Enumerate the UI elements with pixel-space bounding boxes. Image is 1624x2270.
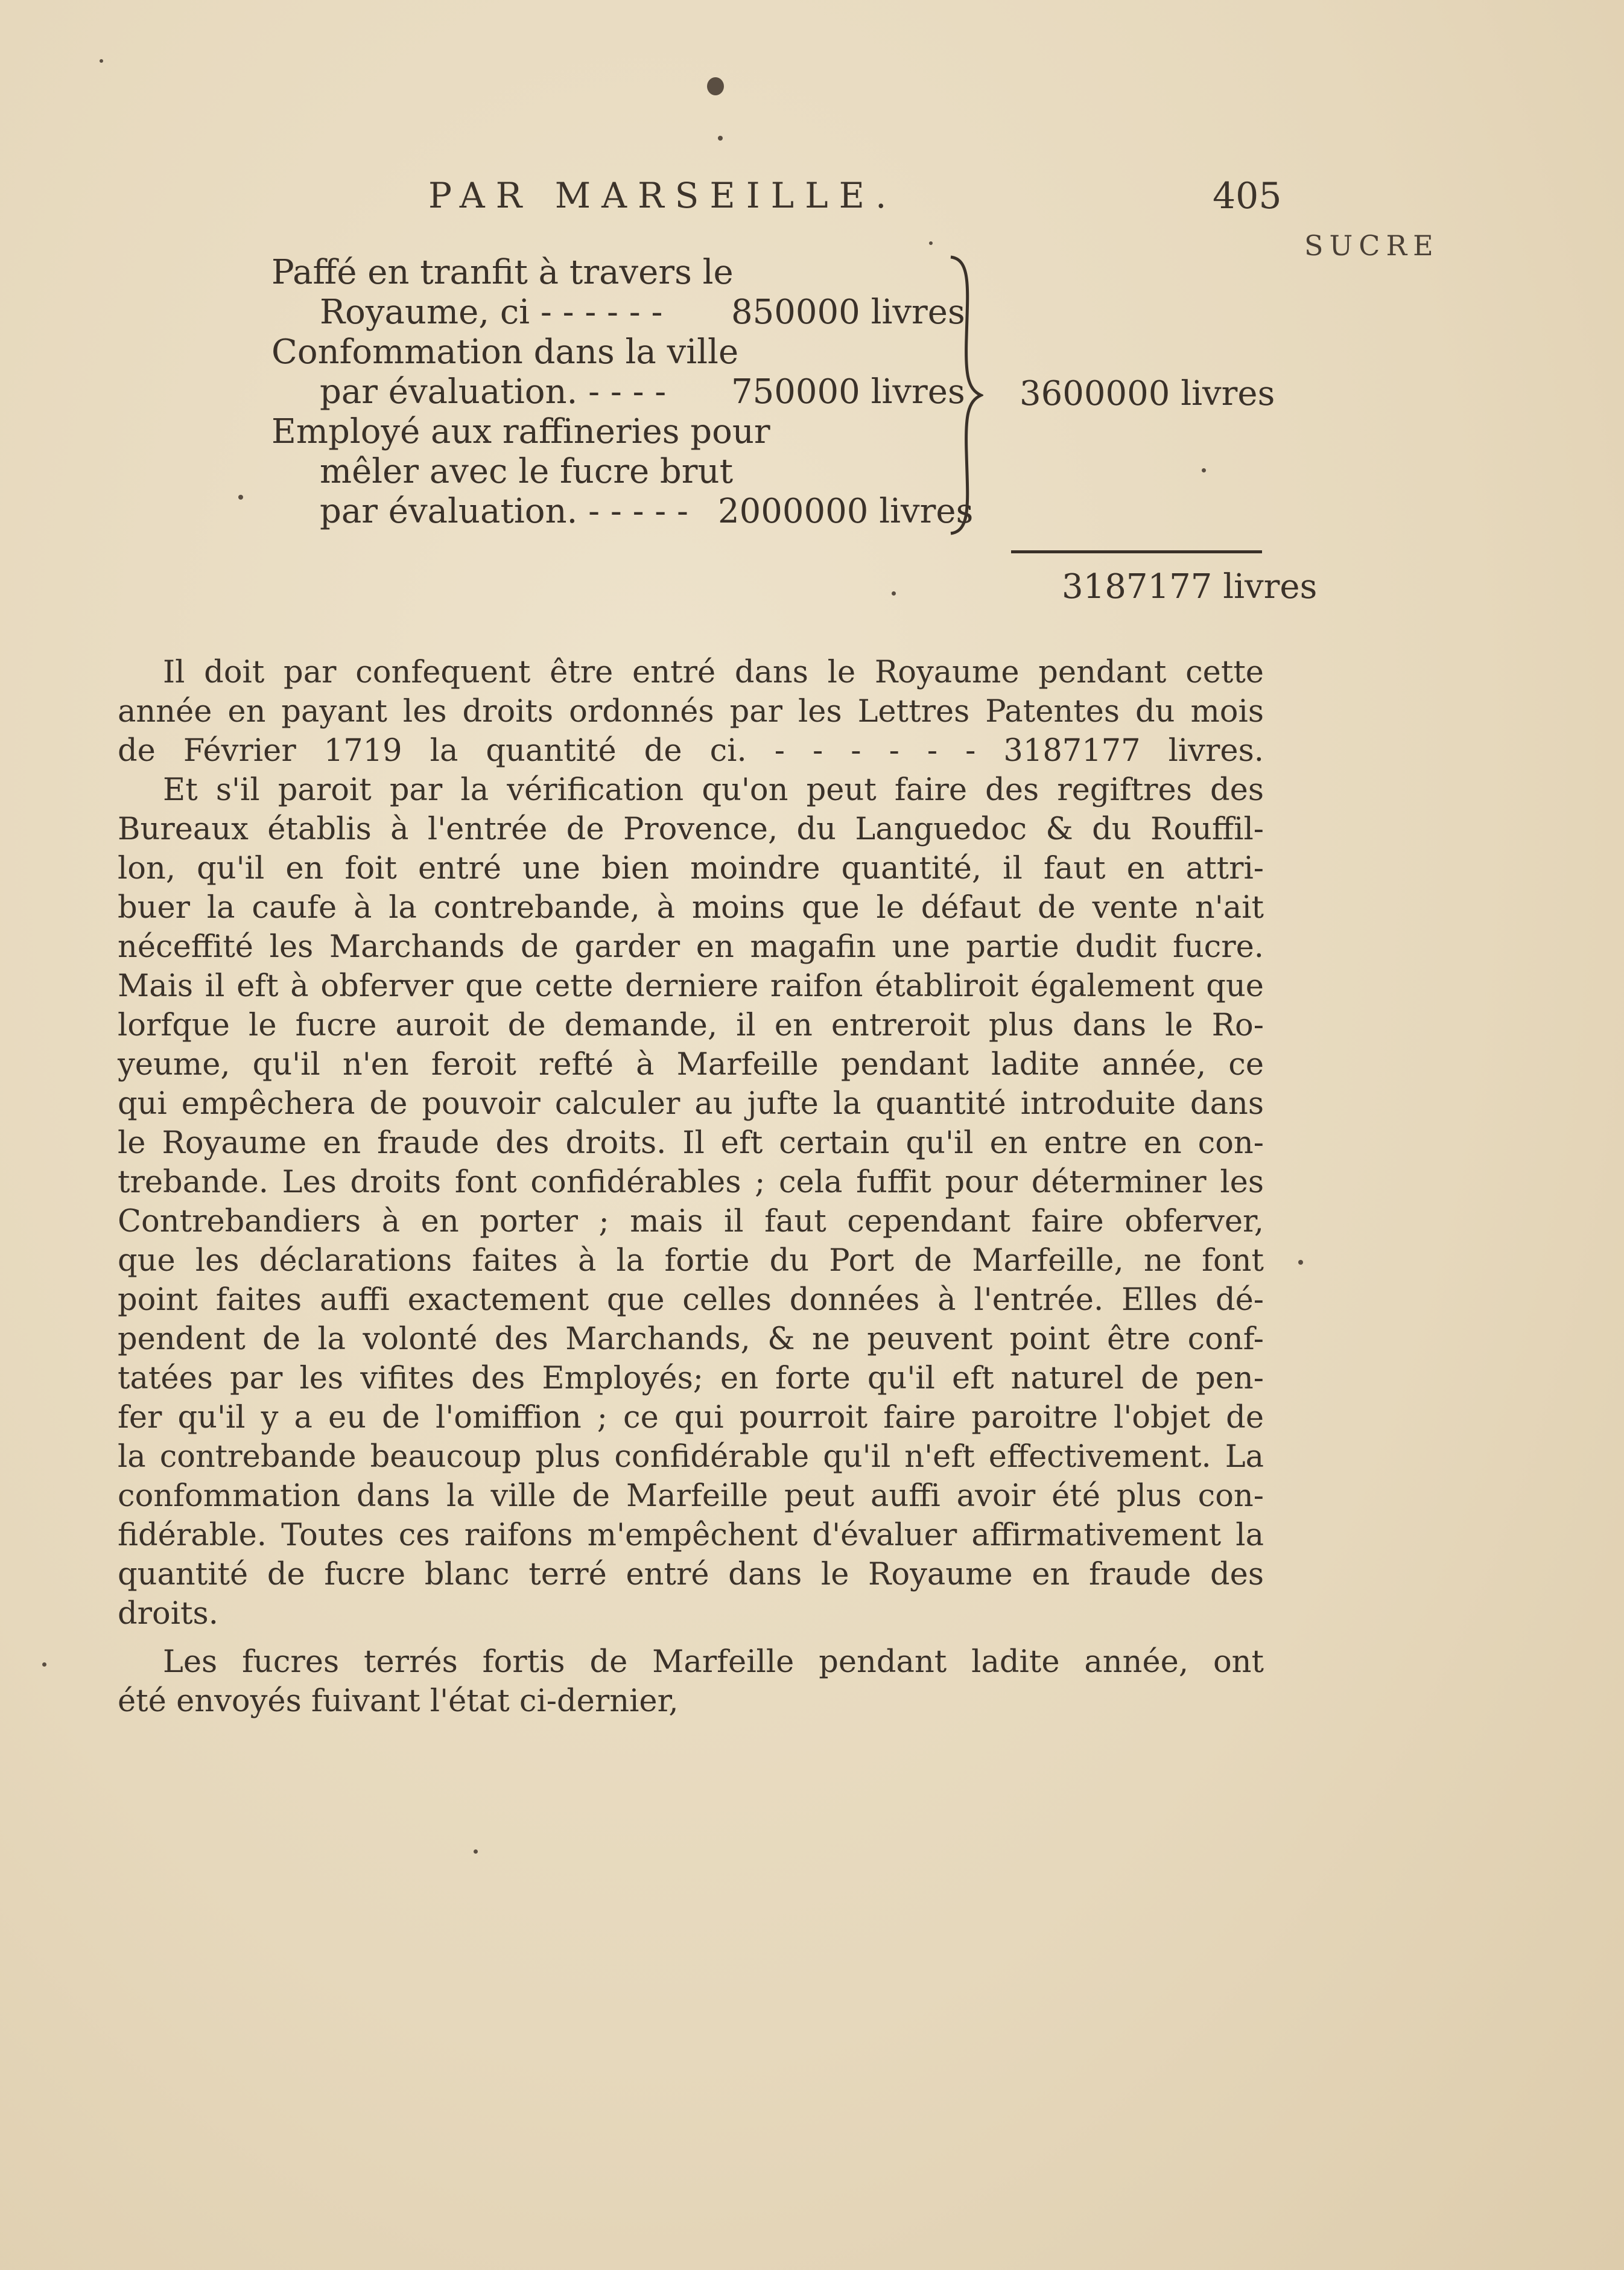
text-line: que les déclarations faites à la fortie du Port de Marfeille, ne font — [118, 1243, 1264, 1279]
ledger-line: Royaume, ci - - - - - - — [320, 293, 663, 332]
text-line: tatées par les vifites des Employés; en forte qu'il eft naturel de pen- — [118, 1361, 1264, 1396]
ledger-line: Confommation dans la ville — [271, 332, 739, 372]
ledger-amount: 750000 livres — [731, 372, 965, 412]
ledger-line: Paffé en tranfit à travers le — [271, 253, 734, 292]
ledger-line: Employé aux raffineries pour — [271, 412, 770, 451]
page-number: 405 — [1213, 175, 1282, 217]
text-line: néceffité les Marchands de garder en magafin une partie dudit fucre. — [118, 929, 1264, 965]
text-line: confommation dans la ville de Marfeille peut auffi avoir été plus con- — [118, 1478, 1264, 1514]
paper-speck — [42, 1662, 46, 1667]
text-line: de Février 1719 la quantité de ci. - - - - - - 3187177 livres. — [118, 733, 1264, 769]
text-line: droits. — [118, 1596, 218, 1632]
text-line: année en payant les droits ordonnés par les Lettres Patentes du mois — [118, 694, 1264, 730]
running-header: PAR MARSEILLE. — [428, 175, 898, 216]
margin-note: SUCRE — [1304, 229, 1439, 262]
grand-total: 3187177 livres — [1062, 567, 1318, 606]
ledger-line: mêler avec le fucre brut — [320, 452, 734, 491]
text-line: pendent de la volonté des Marchands, & ne peuvent point être conf- — [118, 1321, 1264, 1357]
bracket-total: 3600000 livres — [1020, 374, 1275, 413]
paper-speck — [474, 1849, 478, 1854]
text-line: Et s'il paroit par la vérification qu'on peut faire des regiftres des — [163, 772, 1264, 808]
ledger-line: par évaluation. - - - - - — [320, 492, 688, 531]
text-line: trebande. Les droits font confidérables ; cela fuffit pour déterminer les — [118, 1165, 1264, 1200]
text-line: fidérable. Toutes ces raifons m'empêchent d'évaluer affirmativement la — [118, 1518, 1264, 1553]
text-line: lorfque le fucre auroit de demande, il en entreroit plus dans le Ro- — [118, 1008, 1264, 1043]
text-line: Contrebandiers à en porter ; mais il faut cependant faire obferver, — [118, 1204, 1264, 1239]
ledger-amount: 850000 livres — [731, 293, 965, 332]
text-line: lon, qu'il en foit entré une bien moindre quantité, il faut en attri- — [118, 851, 1264, 886]
paper-speck — [1298, 1260, 1303, 1265]
paper-speck — [929, 241, 933, 245]
text-line: fer qu'il y a eu de l'omiffion ; ce qui pourroit faire paroitre l'objet de — [118, 1400, 1264, 1435]
text-line: la contrebande beaucoup plus confidérable qu'il n'eft effectivement. La — [118, 1439, 1264, 1475]
paper-speck — [238, 495, 243, 500]
paper-speck — [1202, 468, 1206, 472]
text-line: Bureaux établis à l'entrée de Provence, du Languedoc & du Rouffil- — [118, 812, 1264, 847]
ink-blot — [707, 77, 724, 95]
text-line: Il doit par confequent être entré dans le Royaume pendant cette — [163, 655, 1264, 690]
paper-speck — [100, 59, 103, 63]
text-line: été envoyés fuivant l'état ci-dernier, — [118, 1683, 679, 1719]
text-line: quantité de fucre blanc terré entré dans le Royaume en fraude des — [118, 1557, 1264, 1592]
total-rule — [1011, 550, 1262, 553]
text-line: Les fucres terrés fortis de Marfeille pendant ladite année, ont — [163, 1644, 1264, 1680]
ledger-line: par évaluation. - - - - — [320, 372, 667, 412]
curly-brace-icon — [947, 253, 983, 537]
text-line: Mais il eft à obferver que cette derniere raifon établiroit également que — [118, 968, 1264, 1004]
text-line: qui empêchera de pouvoir calculer au jufte la quantité introduite dans — [118, 1086, 1264, 1122]
paper-speck — [892, 591, 896, 596]
text-line: point faites auffi exactement que celles données à l'entrée. Elles dé- — [118, 1282, 1264, 1318]
text-line: le Royaume en fraude des droits. Il eft certain qu'il en entre en con- — [118, 1125, 1264, 1161]
ledger-amount: 2000000 livres — [718, 492, 974, 531]
text-line: yeume, qu'il n'en feroit refté à Marfeille pendant ladite année, ce — [118, 1047, 1264, 1083]
paper-speck — [718, 136, 723, 141]
text-line: buer la caufe à la contrebande, à moins que le défaut de vente n'ait — [118, 890, 1264, 926]
